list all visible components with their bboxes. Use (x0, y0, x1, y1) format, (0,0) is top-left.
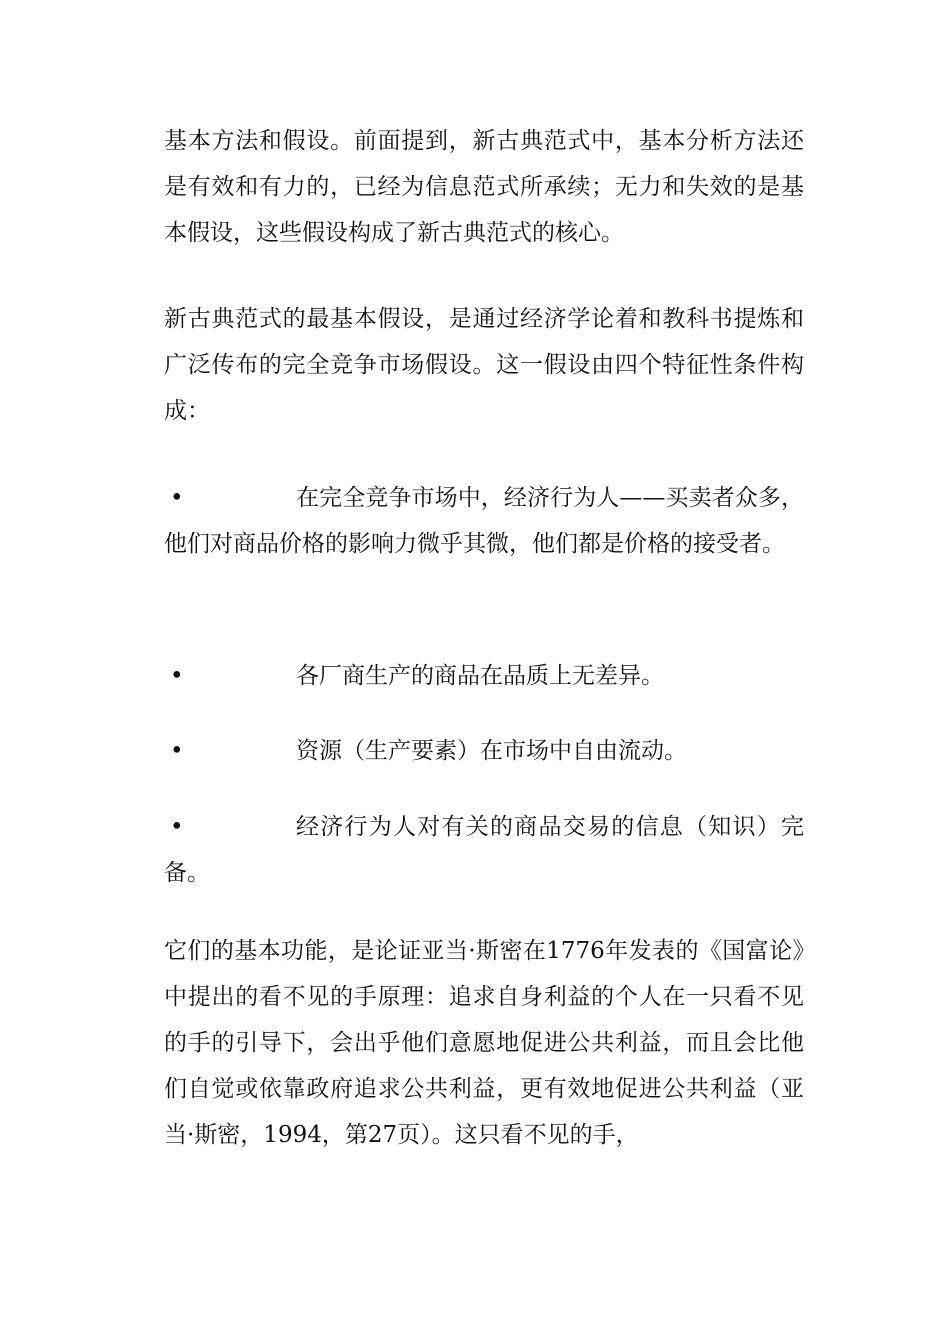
bullet-text: 各厂商生产的商品在品质上无差异。 (296, 663, 664, 689)
bullet-text: 资源（生产要素）在市场中自由流动。 (296, 738, 687, 764)
paragraph-3: 它们的基本功能，是论证亚当·斯密在1776年发表的《国富论》中提出的看不见的手原理：追求自身利益的个人在一只看不见的手的引导下，会出乎他们意愿地促进公共利益，而且会比他们自觉或依靠政府追求公共利益，更有效地促进公共利益（亚当·斯密，1994，第27页）。这只看不见的手， (164, 938, 804, 1148)
bullet-item-2 (164, 653, 804, 699)
bullet-dot-icon: • (170, 663, 184, 689)
bullet-dot-icon: • (170, 738, 184, 764)
bullet-dot-icon: • (170, 814, 184, 840)
bullet-item-4 (164, 804, 804, 896)
bullet-item-3 (164, 728, 804, 774)
paragraph-2: 新古典范式的最基本假设，是通过经济学论着和教科书提炼和广泛传布的完全竞争市场假设。这一假设由四个特征性条件构成： (164, 306, 804, 424)
bullet-item-1 (164, 475, 804, 567)
paragraph-1: 基本方法和假设。前面提到，新古典范式中，基本分析方法还是有效和有力的，已经为信息范式所承续；无力和失效的是基本假设，这些假设构成了新古典范式的核心。 (164, 128, 804, 246)
bullet-text: 经济行为人对有关的商品交易的信息（知识）完备。 (164, 814, 804, 886)
bullet-dot-icon: • (170, 485, 184, 511)
bullet-text: 在完全竞争市场中，经济行为人——买卖者众多，他们对商品价格的影响力微乎其微，他们都是价格的接受者。 (164, 485, 804, 557)
